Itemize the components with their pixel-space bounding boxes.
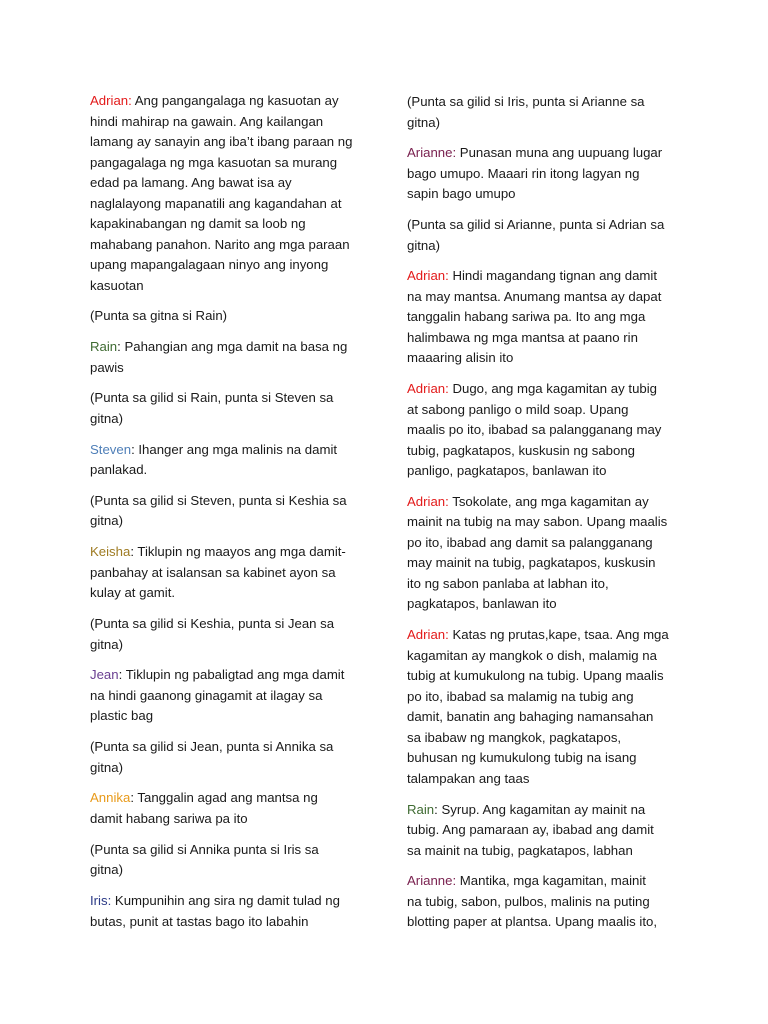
dialogue-text: Dugo, ang mga kagamitan ay tubig at sabong panligo o mild soap. Upang maalis po ito, ibabad sa palangganang may tubig, pagkatapos, kuskusin ng sabong panligo, pagkatapos, banlawan ito xyxy=(407,381,662,479)
dialogue-paragraph xyxy=(407,266,679,369)
dialogue-text: Punasan muna ang uupuang lugar bago umupo. Maaari rin itong lagyan ng sapin bago umupo xyxy=(407,145,663,202)
dialogue-paragraph xyxy=(90,665,362,727)
dialogue-text: : Tanggalin agad ang mantsa ng damit habang sariwa pa ito xyxy=(90,790,318,826)
dialogue-text: : Pahangian ang mga damit na basa ng pawis xyxy=(90,339,348,375)
stage-direction xyxy=(90,737,362,778)
dialogue-text: : Ihanger ang mga malinis na damit panlakad. xyxy=(90,441,338,478)
dialogue-text: : Tiklupin ng pabaligtad ang mga damit na hindi gaanong ginagamit at ilagay sa plastic bag xyxy=(90,667,345,724)
dialogue-text: : Syrup. Ang kagamitan ay mainit na tubig. Ang pamaraan ay, ibabad ang damit sa mainit na tubig, pagkatapos, labhan xyxy=(407,801,654,858)
dialogue-text: Mantika, mga kagamitan, mainit na tubig, sabon, pulbos, malinis na puting blotting paper at plantsa. Upang maalis ito, xyxy=(407,873,657,930)
dialogue-paragraph xyxy=(90,337,362,378)
dialogue-text: Ang pangangalaga ng kasuotan ay hindi mahirap na gawain. Ang kailangan lamang ay sanayin ang iba’t ibang paraan ng pangagalaga ng mga kasuotan sa murang edad pa lamang. Ang bawat isa ay naglalayong mapanatili ang kagandahan at kapakinabangan ng damit sa loob ng mahabang panahon. Narito ang mga paraan upang mapangalagaan ninyo ang inyong kasuotan xyxy=(90,93,353,293)
stage-direction-text: (Punta sa gilid si Steven, punta si Keshia sa gitna) xyxy=(90,492,347,529)
dialogue-paragraph xyxy=(407,800,679,862)
speaker-name: Arianne: xyxy=(407,145,457,161)
stage-direction xyxy=(90,306,362,327)
dialogue-text: Hindi magandang tignan ang damit na may mantsa. Anumang mantsa ay dapat tanggalin habang sariwa pa. Ito ang mga halimbawa ng mga mantsa at paano rin maaaring alisin ito xyxy=(407,268,662,366)
stage-direction xyxy=(90,491,362,532)
speaker-name: Annika xyxy=(90,790,131,806)
dialogue-paragraph xyxy=(407,871,679,933)
speaker-name: Adrian: xyxy=(90,93,132,108)
dialogue-paragraph xyxy=(407,492,679,615)
dialogue-paragraph xyxy=(90,542,362,604)
speaker-name: Arianne: xyxy=(407,873,457,889)
dialogue-paragraph xyxy=(90,440,362,481)
dialogue-text: Tsokolate, ang mga kagamitan ay mainit na tubig na may sabon. Upang maalis po ito, ibabad ang damit sa palangganang may mainit na tubig, pagkatapos, kuskusin ito ng sabon panlaba at labhan ito, pagkatapos, banlawan ito xyxy=(407,493,668,612)
speaker-name: Adrian: xyxy=(407,493,449,509)
speaker-name: Jean xyxy=(90,667,119,683)
dialogue-paragraph xyxy=(90,891,362,932)
stage-direction-text: (Punta sa gilid si Jean, punta si Annika sa gitna) xyxy=(90,739,334,775)
dialogue-paragraph xyxy=(407,379,679,482)
speaker-name: Adrian: xyxy=(407,381,449,397)
stage-direction xyxy=(90,840,362,881)
stage-direction-text: (Punta sa gilid si Iris, punta si Arianne sa gitna) xyxy=(407,94,645,130)
stage-direction xyxy=(407,92,679,133)
dialogue-paragraph xyxy=(407,625,679,789)
stage-direction-text: (Punta sa gilid si Keshia, punta si Jean sa gitna) xyxy=(90,616,335,652)
stage-direction xyxy=(407,215,679,256)
dialogue-text: Kumpunihin ang sira ng damit tulad ng butas, punit at tastas bago ito labahin xyxy=(90,893,340,929)
right-column xyxy=(407,92,679,943)
stage-direction xyxy=(90,388,362,429)
speaker-name: Adrian: xyxy=(407,627,449,643)
speaker-name: Rain xyxy=(90,339,118,355)
stage-direction xyxy=(90,614,362,655)
dialogue-text: : Tiklupin ng maayos ang mga damit- panbahay at isalansan sa kabinet ayon sa kulay at gamit. xyxy=(90,544,346,601)
dialogue-text: Katas ng prutas,kape, tsaa. Ang mga kagamitan ay mangkok o dish, malamig na tubig at kumukulong na tubig. Upang maalis po ito, ibabad sa malamig na tubig ang damit, banatin ang bahaging namansahan sa ibabaw ng mangkok, pagkatapos, buhusan ng kumukulong tubig na isang talampakan ang taas xyxy=(407,627,669,786)
left-column xyxy=(90,91,362,942)
stage-direction-text: (Punta sa gilid si Annika punta si Iris sa gitna) xyxy=(90,841,319,878)
speaker-name: Keisha xyxy=(90,544,131,560)
dialogue-paragraph xyxy=(90,788,362,829)
stage-direction-text: (Punta sa gilid si Rain, punta si Steven sa gitna) xyxy=(90,390,334,426)
speaker-name: Adrian: xyxy=(407,268,449,284)
stage-direction-text: (Punta sa gitna si Rain) xyxy=(90,308,228,324)
stage-direction-text: (Punta sa gilid si Arianne, punta si Adrian sa gitna) xyxy=(407,217,665,253)
dialogue-paragraph xyxy=(90,91,362,296)
speaker-name: Rain xyxy=(407,801,435,817)
speaker-name: Steven xyxy=(90,441,132,457)
dialogue-paragraph xyxy=(407,143,679,205)
speaker-name: Iris: xyxy=(90,893,112,909)
